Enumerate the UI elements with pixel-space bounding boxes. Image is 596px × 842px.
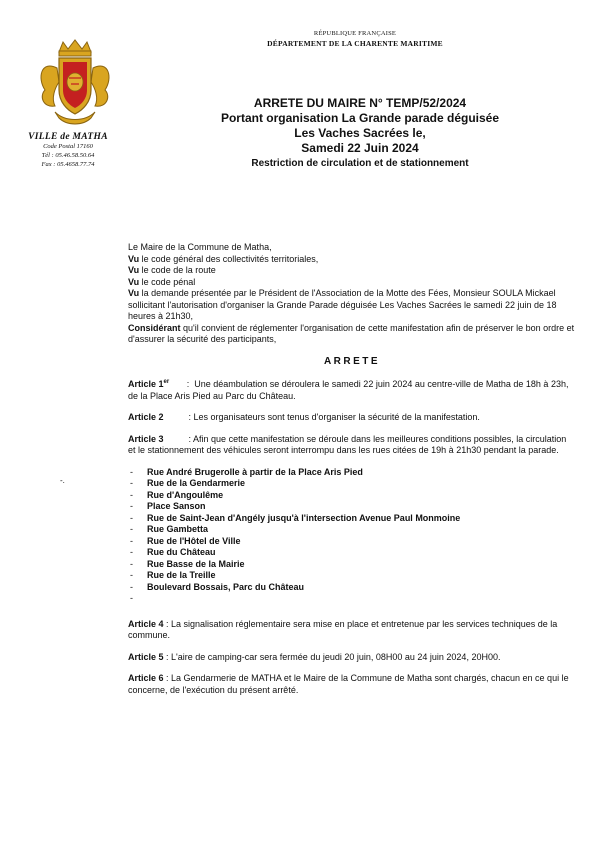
street-list [128,467,576,605]
arrete-heading: ARRETE [323,355,381,367]
preamble-considerant: Considérant qu'il convient de réglementer l'organisation de cette manifestation afin de préserver le bon ordre et d'assurer la sécurité des participants, [128,322,575,344]
title-line-4: Samedi 22 Juin 2024 [301,141,419,155]
preamble-vu-2: Vu le code de la route [128,265,216,275]
article-6: Article 6 : La Gendarmerie de MATHA et le Maire de la Commune de Matha sont chargés, chacun en ce qui le concerne, de l'exécution du présent arrêté. [128,673,569,695]
town-fax: Fax : 05.4658.77.74 [41,161,95,168]
document-title [160,96,560,171]
republic-label: RÉPUBLIQUE FRANÇAISE [313,30,397,37]
title-line-2: Portant organisation La Grande parade déguisée [220,111,500,125]
town-tel: Tél : 05.46.58.50.64 [41,152,95,159]
list-item: - Rue de l'Hôtel de Ville [128,536,576,548]
list-item: - Place Sanson [128,501,576,513]
document-body [128,242,576,696]
list-item: - Rue de la Treille [128,570,576,582]
town-name: VILLE de MATHA [28,132,108,142]
department-label: DÉPARTEMENT DE LA CHARENTE MARITIME [267,39,443,48]
article-4: Article 4 : La signalisation réglementaire sera mise en place et entretenue par les services techniques de la commune. [128,618,558,640]
preamble-vu-4: Vu la demande présentée par le Président de l'Association de la Motte des Fées, Monsieur SOULA Mickael sollicitant l'autorisation d'organiser la Grande Parade déguisée Les Vaches Sacrées le samedi 22 juin de 18 heures à 21h30, [128,288,557,321]
preamble-vu-1: Vu le code général des collectivités territoriales, [128,253,319,264]
article-3: Article 3 : Afin que cette manifestation se déroule dans les meilleures conditions possibles, la circulation et le stationnement des véhicules seront interrompu dans les rues citées de 19h à 21h30 pendant la parade. [128,433,569,455]
margin-mark: -. [60,476,65,485]
preamble-vu-3: Vu le code pénal [128,276,196,287]
list-item: - Boulevard Bossais, Parc du Château [128,582,576,594]
list-item: - Rue du Château [128,547,576,559]
list-item: - Rue de Saint-Jean d'Angély jusqu'à l'intersection Avenue Paul Monmoine [128,513,576,525]
list-item: - Rue André Brugerolle à partir de la Place Aris Pied [128,467,576,479]
title-line-1: ARRETE DU MAIRE N° TEMP/52/2024 [253,96,467,110]
title-line-5: Restriction de circulation et de stationnement [251,158,469,169]
town-block [18,132,118,169]
list-item [128,593,576,605]
list-item: - Rue Gambetta [128,524,576,536]
preamble-intro: Le Maire de la Commune de Matha, [128,242,272,252]
article-5: Article 5 : L'aire de camping-car sera fermée du jeudi 20 juin, 08H00 au 24 juin 2024, 20H00. [128,651,501,662]
article-1: Article 1er : Une déambulation se déroulera le samedi 22 juin 2024 au centre-ville de Matha de 18h à 23h, de la Place Aris Pied au Parc du Château. [128,379,571,401]
title-line-3: Les Vaches Sacrées le, [294,126,426,140]
town-postal: Code Postal 17160 [43,143,93,150]
article-2: Article 2 : Les organisateurs sont tenus d'organiser la sécurité de la manifestation. [128,412,480,422]
list-item: - Rue Basse de la Mairie [128,559,576,571]
coat-of-arms-icon [35,38,115,128]
list-item: - Rue de la Gendarmerie [128,478,576,490]
list-item: - Rue d'Angoulême [128,490,576,502]
